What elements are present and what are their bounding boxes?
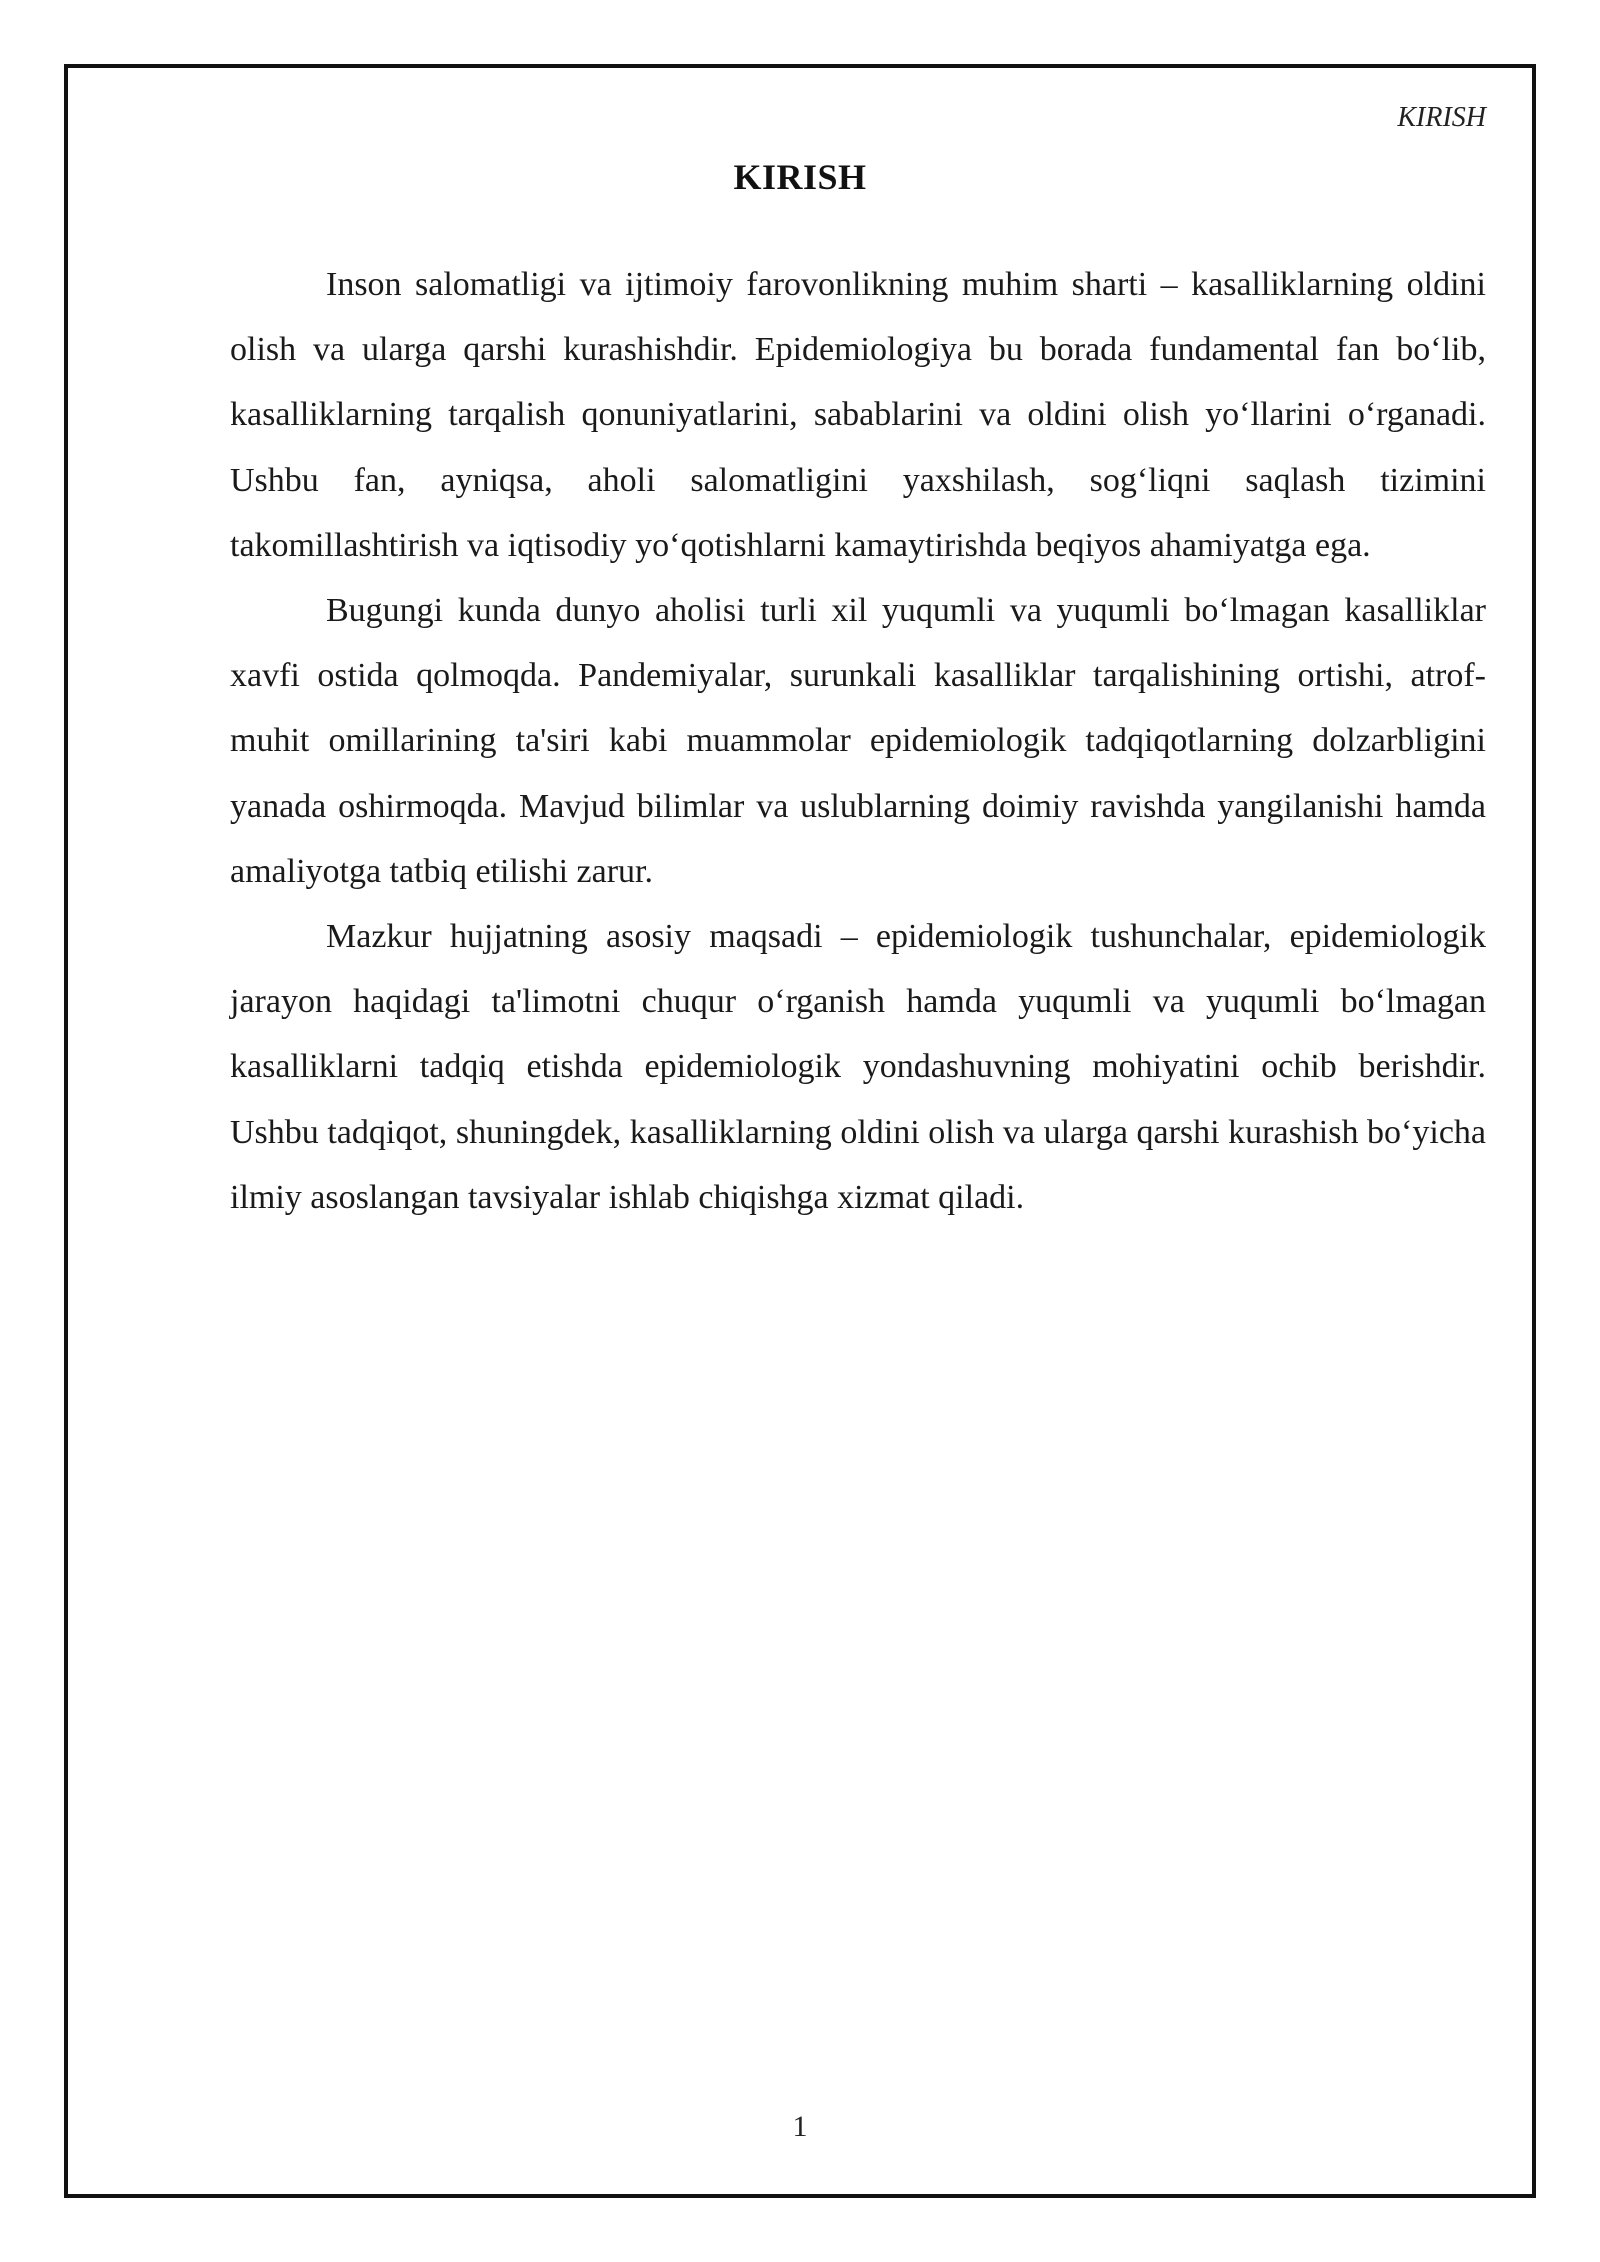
- paragraph-3: Mazkur hujjatning asosiy maqsadi – epidemiologik tushunchalar, epidemiologik jarayon haqidagi ta'limotni chuqur o‘rganish hamda yuqumli va yuqumli bo‘lmagan kasalliklarni tadqiq etishda epidemiologik yondashuvning mohiyatini ochib berishdir. Ushbu tadqiqot, shuningdek, kasalliklarning oldini olish va ularga qarshi kurashish bo‘yicha ilmiy asoslangan tavsiyalar ishlab chiqishga xizmat qiladi.: [230, 918, 1486, 1216]
- paragraph-2: Bugungi kunda dunyo aholisi turli xil yuqumli va yuqumli bo‘lmagan kasalliklar xavfi ostida qolmoqda. Pandemiyalar, surunkali kasalliklar tarqalishining ortishi, atrof-muhit omillarining ta'siri kabi muammolar epidemiologik tadqiqotlarning dolzarbligini yanada oshirmoqda. Mavjud bilimlar va uslublarning doimiy ravishda yangilanishi hamda amaliyotga tatbiq etilishi zarur.: [230, 592, 1486, 890]
- page-border: [64, 64, 1536, 2198]
- body-text: [230, 252, 1486, 1230]
- paragraph-1: Inson salomatligi va ijtimoiy farovonlikning muhim sharti – kasalliklarning oldini olish va ularga qarshi kurashishdir. Epidemiologiya bu borada fundamental fan bo‘lib, kasalliklarning tarqalish qonuniyatlarini, sabablarini va oldini olish yo‘llarini o‘rganadi. Ushbu fan, ayniqsa, aholi salomatligini yaxshilash, sog‘liqni saqlash tizimini takomillashtirish va iqtisodiy yo‘qotishlarni kamaytirishda beqiyos ahamiyatga ega.: [230, 266, 1486, 564]
- running-header: KIRISH: [1397, 102, 1486, 133]
- page-title: KIRISH: [733, 157, 867, 197]
- page-number: 1: [792, 2110, 808, 2143]
